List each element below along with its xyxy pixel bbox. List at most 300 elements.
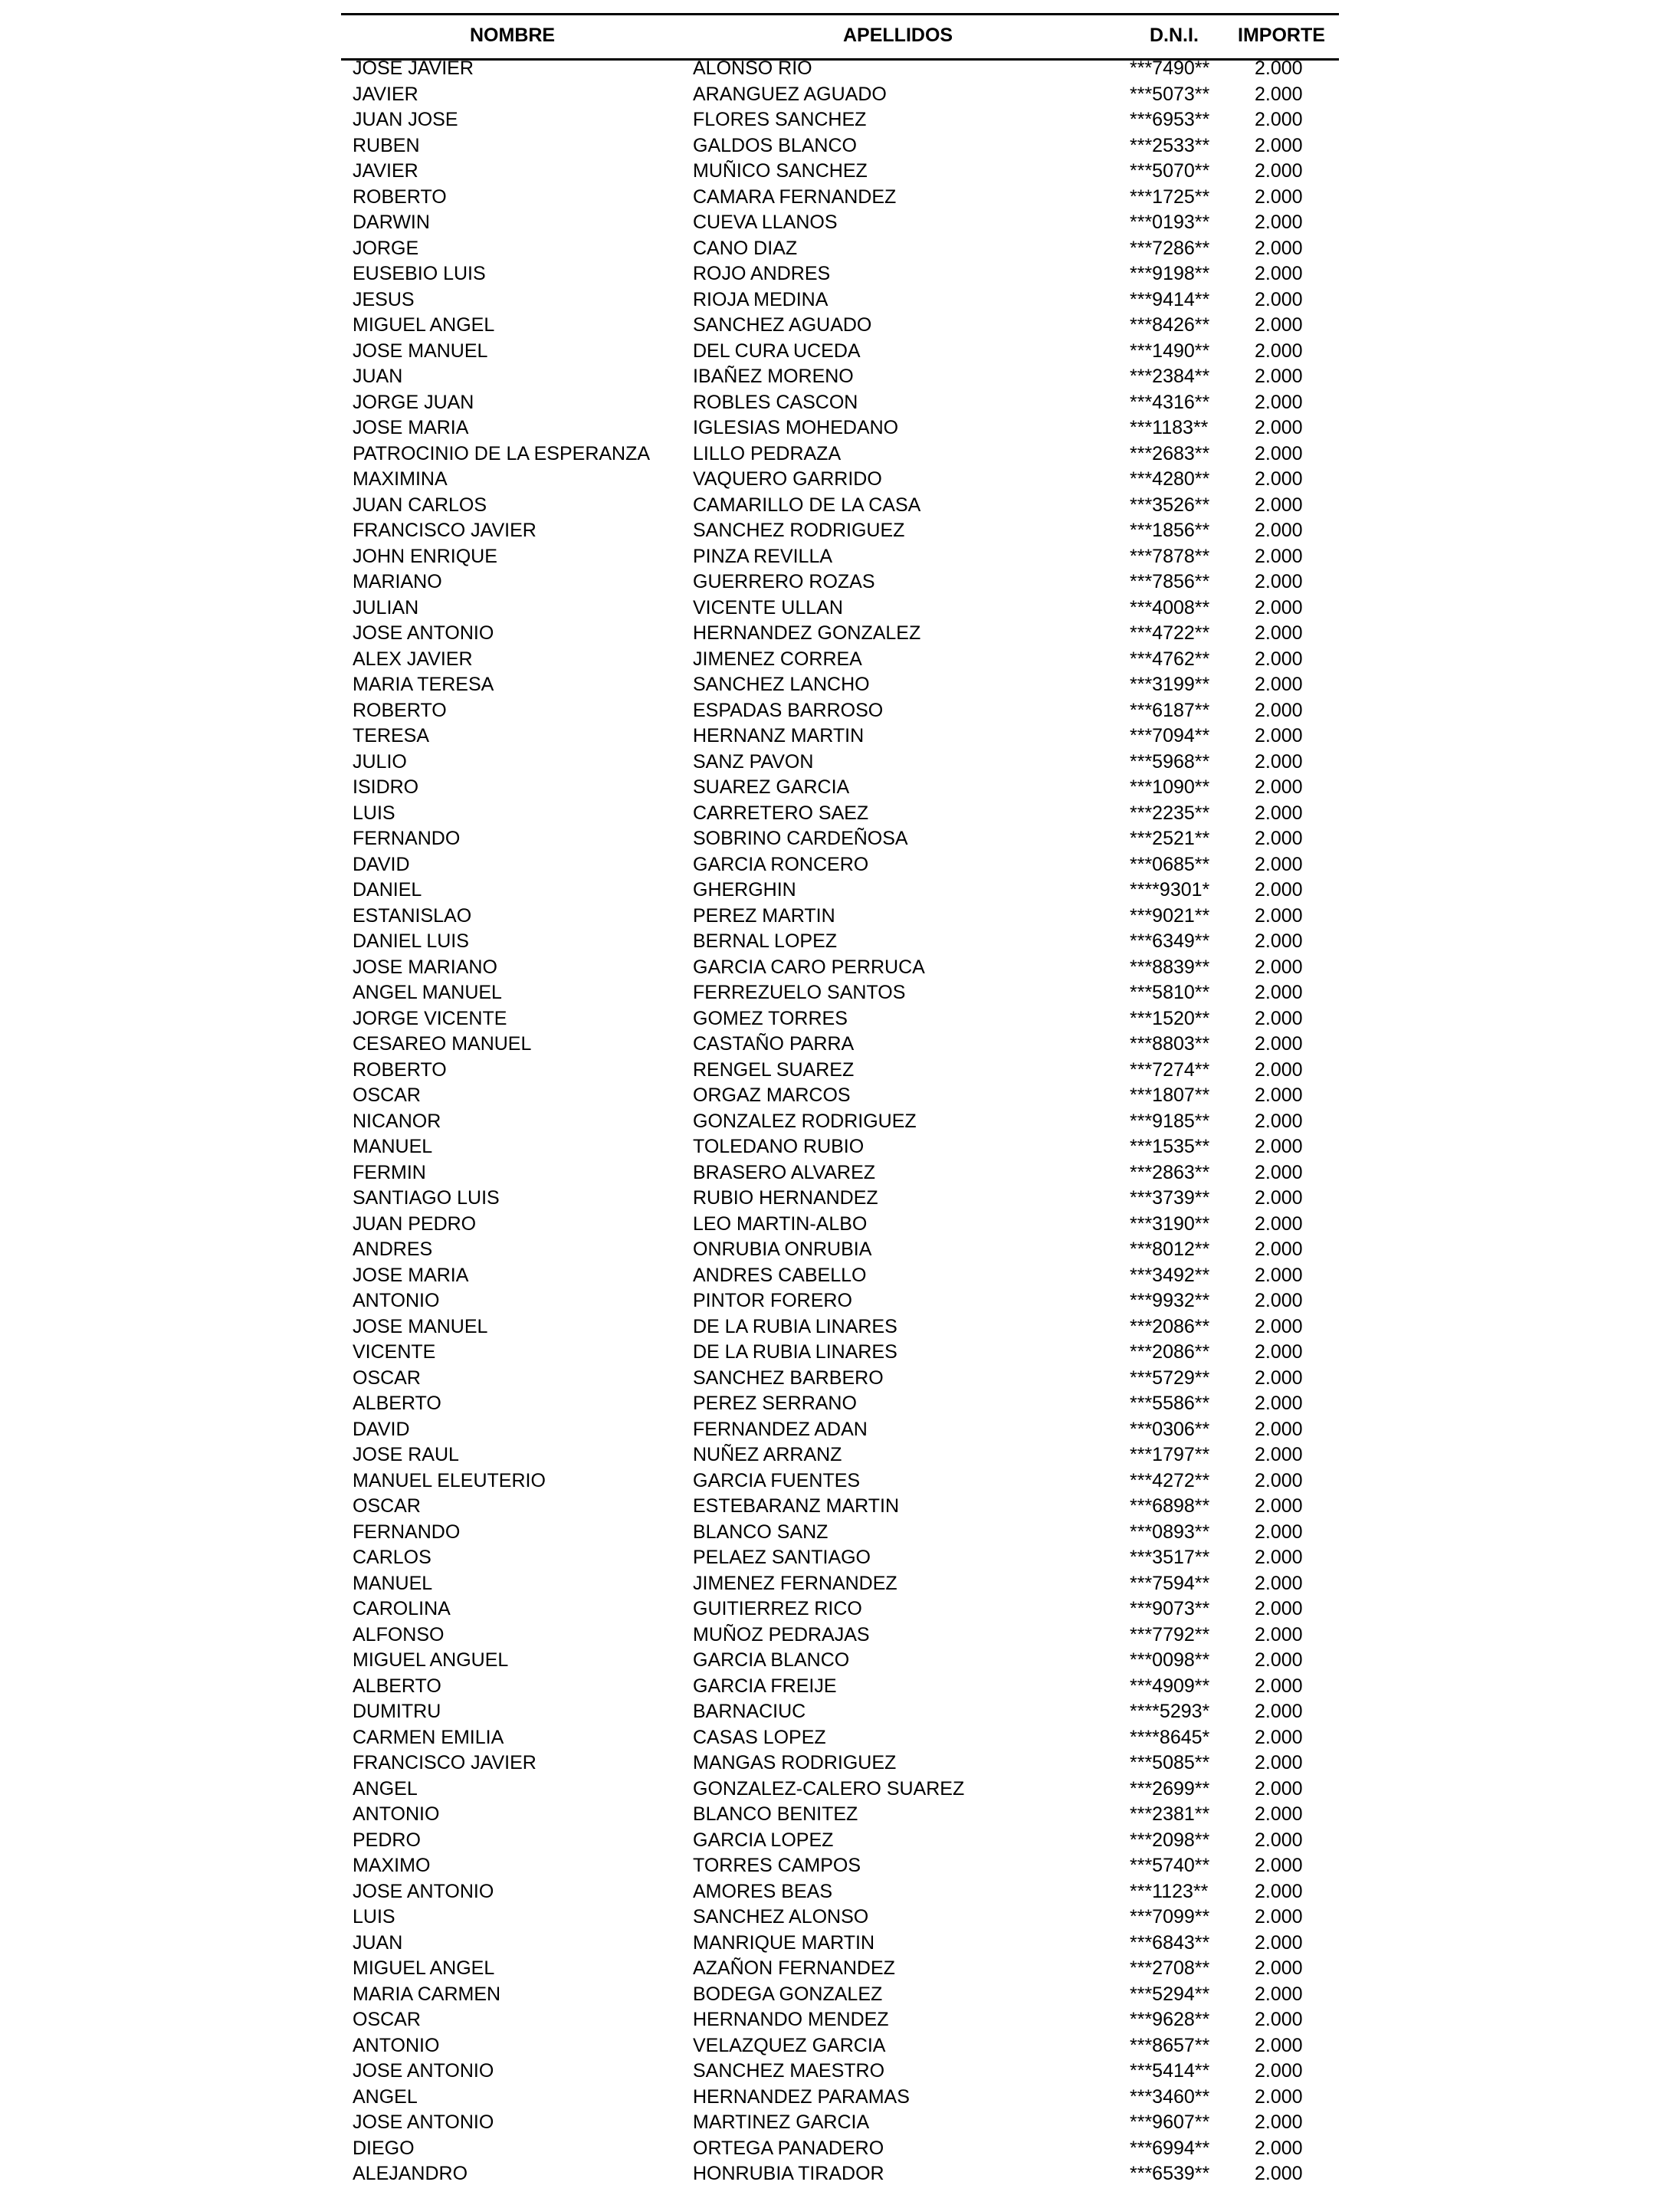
cell-apellidos: FERREZUELO SANTOS xyxy=(693,982,906,1003)
cell-dni: ***3517** xyxy=(1130,1547,1210,1568)
table-row xyxy=(341,1982,1339,2008)
cell-nombre: NICANOR xyxy=(353,1110,441,1132)
cell-nombre: PEDRO xyxy=(353,1829,421,1851)
table-row xyxy=(341,1134,1339,1160)
column-header-apellidos: APELLIDOS xyxy=(843,25,953,46)
cell-nombre: ISIDRO xyxy=(353,776,419,798)
cell-importe: 2.000 xyxy=(1255,1418,1303,1440)
table-row xyxy=(341,1314,1339,1340)
table-row xyxy=(341,56,1339,82)
cell-apellidos: CUEVA LLANOS xyxy=(693,212,838,233)
cell-apellidos: HERNANDEZ PARAMAS xyxy=(693,2085,910,2108)
cell-dni: ***1856** xyxy=(1130,520,1210,541)
cell-importe: 2.000 xyxy=(1255,1880,1303,1902)
cell-nombre: DAVID xyxy=(353,853,410,875)
cell-importe: 2.000 xyxy=(1255,109,1303,130)
cell-apellidos: CAMARA FERNANDEZ xyxy=(693,185,897,208)
table-body xyxy=(341,56,1339,2187)
cell-nombre: JUAN JOSE xyxy=(353,109,458,130)
table-row xyxy=(341,1750,1339,1777)
cell-apellidos: SANCHEZ RODRIGUEZ xyxy=(693,520,905,541)
cell-importe: 2.000 xyxy=(1255,879,1303,901)
table-row xyxy=(341,1186,1339,1212)
cell-nombre: ALBERTO xyxy=(353,1393,441,1414)
cell-importe: 2.000 xyxy=(1255,545,1303,567)
cell-dni: ***0893** xyxy=(1130,1521,1210,1543)
cell-importe: 2.000 xyxy=(1255,417,1303,438)
cell-dni: ***5073** xyxy=(1130,83,1210,105)
cell-dni: ***1520** xyxy=(1130,1007,1210,1029)
cell-importe: 2.000 xyxy=(1255,1110,1303,1132)
cell-importe: 2.000 xyxy=(1255,1777,1303,1800)
cell-importe: 2.000 xyxy=(1255,1906,1303,1928)
cell-dni: ***6539** xyxy=(1130,2163,1210,2184)
cell-apellidos: TORRES CAMPOS xyxy=(693,1855,861,1876)
table-row xyxy=(341,82,1339,108)
cell-apellidos: ONRUBIA ONRUBIA xyxy=(693,1239,872,1260)
column-header-nombre: NOMBRE xyxy=(470,25,556,46)
cell-apellidos: RENGEL SUAREZ xyxy=(693,1058,855,1081)
cell-apellidos: BLANCO SANZ xyxy=(693,1521,829,1543)
cell-apellidos: GARCIA FUENTES xyxy=(693,1469,861,1491)
cell-apellidos: HERNANDEZ GONZALEZ xyxy=(693,622,921,644)
cell-apellidos: AZAÑON FERNANDEZ xyxy=(693,1957,895,1979)
cell-apellidos: GUITIERREZ RICO xyxy=(693,1598,862,1619)
cell-dni: ***9932** xyxy=(1130,1290,1210,1311)
cell-apellidos: NUÑEZ ARRANZ xyxy=(693,1444,842,1465)
cell-nombre: ALEX JAVIER xyxy=(353,648,473,670)
cell-apellidos: GUERRERO ROZAS xyxy=(693,571,875,592)
table-row xyxy=(341,1391,1339,1417)
cell-apellidos: GONZALEZ-CALERO SUAREZ xyxy=(693,1777,965,1800)
cell-importe: 2.000 xyxy=(1255,1701,1303,1722)
cell-nombre: TERESA xyxy=(353,725,430,746)
cell-dni: ****8645* xyxy=(1130,1726,1210,1748)
table-row xyxy=(341,2033,1339,2059)
cell-dni: ***9414** xyxy=(1130,288,1210,310)
cell-apellidos: ORGAZ MARCOS xyxy=(693,1084,851,1106)
cell-nombre: DAVID xyxy=(353,1418,410,1440)
cell-nombre: ANGEL xyxy=(353,2085,418,2108)
cell-apellidos: DE LA RUBIA LINARES xyxy=(693,1341,897,1363)
table-row xyxy=(341,2161,1339,2187)
cell-apellidos: BLANCO BENITEZ xyxy=(693,1803,858,1825)
table-row xyxy=(341,1417,1339,1443)
cell-importe: 2.000 xyxy=(1255,1315,1303,1337)
table-row xyxy=(341,1622,1339,1649)
cell-nombre: JOSE ANTONIO xyxy=(353,2060,494,2082)
cell-importe: 2.000 xyxy=(1255,1444,1303,1465)
cell-apellidos: VAQUERO GARRIDO xyxy=(693,468,882,490)
table-row xyxy=(341,185,1339,211)
cell-importe: 2.000 xyxy=(1255,648,1303,670)
table-row xyxy=(341,1956,1339,1982)
cell-nombre: JOSE ANTONIO xyxy=(353,1880,494,1902)
cell-nombre: JORGE VICENTE xyxy=(353,1007,507,1029)
table-row xyxy=(341,826,1339,852)
table-row xyxy=(341,1853,1339,1879)
cell-dni: ***6994** xyxy=(1130,2137,1210,2159)
table-row xyxy=(341,852,1339,878)
cell-apellidos: ROBLES CASCON xyxy=(693,391,858,413)
cell-importe: 2.000 xyxy=(1255,904,1303,927)
cell-importe: 2.000 xyxy=(1255,1983,1303,2005)
cell-dni: ***3492** xyxy=(1130,1264,1210,1286)
cell-dni: ***7274** xyxy=(1130,1058,1210,1081)
table-row xyxy=(341,1777,1339,1803)
cell-apellidos: DE LA RUBIA LINARES xyxy=(693,1315,897,1337)
cell-nombre: ANGEL xyxy=(353,1777,418,1800)
cell-apellidos: BERNAL LOPEZ xyxy=(693,930,838,952)
cell-importe: 2.000 xyxy=(1255,263,1303,284)
cell-nombre: JAVIER xyxy=(353,160,418,182)
cell-apellidos: PINZA REVILLA xyxy=(693,545,833,567)
cell-nombre: DANIEL LUIS xyxy=(353,930,469,952)
cell-dni: ***8657** xyxy=(1130,2034,1210,2056)
cell-dni: ***8012** xyxy=(1130,1239,1210,1260)
cell-apellidos: IGLESIAS MOHEDANO xyxy=(693,417,899,438)
cell-apellidos: ESTEBARANZ MARTIN xyxy=(693,1495,900,1517)
cell-dni: ***6843** xyxy=(1130,1931,1210,1954)
table-row xyxy=(341,1545,1339,1571)
cell-importe: 2.000 xyxy=(1255,1033,1303,1055)
cell-apellidos: SUAREZ GARCIA xyxy=(693,776,850,798)
cell-nombre: JUAN xyxy=(353,366,403,387)
cell-apellidos: GONZALEZ RODRIGUEZ xyxy=(693,1110,917,1132)
cell-apellidos: MUÑOZ PEDRAJAS xyxy=(693,1623,870,1645)
table-row xyxy=(341,2059,1339,2085)
cell-apellidos: SANZ PAVON xyxy=(693,750,814,773)
cell-dni: ***1807** xyxy=(1130,1084,1210,1106)
cell-apellidos: RUBIO HERNANDEZ xyxy=(693,1187,878,1209)
table-row xyxy=(341,1212,1339,1238)
cell-dni: ****9301* xyxy=(1130,879,1210,901)
cell-nombre: MAXIMINA xyxy=(353,468,448,490)
cell-nombre: JORGE xyxy=(353,237,419,259)
cell-importe: 2.000 xyxy=(1255,1187,1303,1209)
cell-apellidos: CAMARILLO DE LA CASA xyxy=(693,494,921,516)
cell-importe: 2.000 xyxy=(1255,2111,1303,2133)
cell-nombre: JOSE MARIANO xyxy=(353,956,497,978)
table-row xyxy=(341,1366,1339,1392)
cell-dni: ***5414** xyxy=(1130,2060,1210,2082)
cell-dni: ***7094** xyxy=(1130,725,1210,746)
cell-dni: ***4762** xyxy=(1130,648,1210,670)
cell-importe: 2.000 xyxy=(1255,596,1303,618)
cell-apellidos: JIMENEZ CORREA xyxy=(693,648,862,670)
table-row xyxy=(341,980,1339,1006)
cell-apellidos: ROJO ANDRES xyxy=(693,263,831,284)
table-row xyxy=(341,904,1339,930)
cell-nombre: JUAN CARLOS xyxy=(353,494,487,516)
cell-apellidos: GARCIA LOPEZ xyxy=(693,1829,834,1851)
cell-importe: 2.000 xyxy=(1255,185,1303,208)
cell-dni: ***4280** xyxy=(1130,468,1210,490)
cell-dni: ***0098** xyxy=(1130,1649,1210,1671)
table-row xyxy=(341,569,1339,596)
cell-importe: 2.000 xyxy=(1255,1007,1303,1029)
cell-importe: 2.000 xyxy=(1255,1290,1303,1311)
cell-importe: 2.000 xyxy=(1255,1367,1303,1389)
table-row xyxy=(341,672,1339,698)
cell-apellidos: PELAEZ SANTIAGO xyxy=(693,1547,871,1568)
table-row xyxy=(341,287,1339,313)
table-row xyxy=(341,955,1339,981)
cell-dni: ***3199** xyxy=(1130,674,1210,695)
cell-nombre: ALEJANDRO xyxy=(353,2163,468,2184)
cell-importe: 2.000 xyxy=(1255,520,1303,541)
cell-dni: ***3190** xyxy=(1130,1212,1210,1235)
cell-nombre: FERNANDO xyxy=(353,828,461,849)
cell-nombre: JOSE RAUL xyxy=(353,1444,459,1465)
table-row xyxy=(341,1160,1339,1186)
cell-dni: ***9185** xyxy=(1130,1110,1210,1132)
cell-dni: ***2235** xyxy=(1130,802,1210,824)
column-header-dni: D.N.I. xyxy=(1150,25,1199,46)
table-row xyxy=(341,878,1339,904)
cell-dni: ***4909** xyxy=(1130,1675,1210,1697)
cell-apellidos: CASAS LOPEZ xyxy=(693,1726,826,1748)
cell-importe: 2.000 xyxy=(1255,1264,1303,1286)
cell-apellidos: HERNANZ MARTIN xyxy=(693,725,865,746)
cell-apellidos: CARRETERO SAEZ xyxy=(693,802,869,824)
table-row xyxy=(341,2007,1339,2033)
cell-importe: 2.000 xyxy=(1255,1803,1303,1825)
cell-nombre: DUMITRU xyxy=(353,1701,441,1722)
cell-dni: ****5293* xyxy=(1130,1701,1210,1722)
cell-nombre: ROBERTO xyxy=(353,185,447,208)
cell-apellidos: ESPADAS BARROSO xyxy=(693,699,884,721)
cell-importe: 2.000 xyxy=(1255,2085,1303,2108)
cell-apellidos: AMORES BEAS xyxy=(693,1880,832,1902)
table-row xyxy=(341,236,1339,262)
cell-apellidos: PINTOR FORERO xyxy=(693,1290,852,1311)
beneficiaries-table xyxy=(341,0,1339,2184)
cell-apellidos: GHERGHIN xyxy=(693,879,796,901)
cell-nombre: MARIA TERESA xyxy=(353,674,494,695)
cell-nombre: LUIS xyxy=(353,1906,395,1928)
cell-nombre: JUAN xyxy=(353,1931,403,1954)
cell-nombre: DANIEL xyxy=(353,879,422,901)
cell-apellidos: GALDOS BLANCO xyxy=(693,134,857,156)
cell-nombre: MAXIMO xyxy=(353,1855,431,1876)
cell-dni: ***6349** xyxy=(1130,930,1210,952)
cell-apellidos: TOLEDANO RUBIO xyxy=(693,1136,865,1157)
cell-nombre: ANDRES xyxy=(353,1239,433,1260)
table-row xyxy=(341,1520,1339,1546)
cell-nombre: JAVIER xyxy=(353,83,418,105)
cell-nombre: JOSE ANTONIO xyxy=(353,622,494,644)
cell-apellidos: VICENTE ULLAN xyxy=(693,596,843,618)
cell-dni: ***4272** xyxy=(1130,1469,1210,1491)
table-row xyxy=(341,1699,1339,1725)
cell-apellidos: SOBRINO CARDEÑOSA xyxy=(693,828,908,849)
cell-importe: 2.000 xyxy=(1255,571,1303,592)
cell-dni: ***8426** xyxy=(1130,314,1210,336)
cell-importe: 2.000 xyxy=(1255,982,1303,1003)
cell-nombre: JULIAN xyxy=(353,596,419,618)
cell-dni: ***4316** xyxy=(1130,391,1210,413)
cell-dni: ***1123** xyxy=(1130,1880,1209,1902)
cell-apellidos: SANCHEZ ALONSO xyxy=(693,1906,869,1928)
cell-nombre: ESTANISLAO xyxy=(353,904,472,927)
cell-apellidos: MARTINEZ GARCIA xyxy=(693,2111,870,2133)
cell-nombre: OSCAR xyxy=(353,2009,421,2030)
cell-dni: ***6187** xyxy=(1130,699,1210,721)
cell-importe: 2.000 xyxy=(1255,134,1303,156)
cell-nombre: OSCAR xyxy=(353,1084,421,1106)
cell-dni: ***2708** xyxy=(1130,1957,1210,1979)
cell-importe: 2.000 xyxy=(1255,750,1303,773)
cell-nombre: FRANCISCO JAVIER xyxy=(353,520,536,541)
cell-nombre: ANGEL MANUEL xyxy=(353,982,502,1003)
cell-apellidos: LEO MARTIN-ALBO xyxy=(693,1212,868,1235)
cell-dni: ***5070** xyxy=(1130,160,1210,182)
cell-dni: ***8803** xyxy=(1130,1033,1210,1055)
table-row xyxy=(341,1288,1339,1314)
cell-dni: ***2381** xyxy=(1130,1803,1210,1825)
table-row xyxy=(341,1494,1339,1520)
cell-dni: ***7099** xyxy=(1130,1906,1210,1928)
cell-dni: ***2521** xyxy=(1130,828,1210,849)
cell-apellidos: SANCHEZ AGUADO xyxy=(693,314,872,336)
cell-apellidos: FERNANDEZ ADAN xyxy=(693,1418,868,1440)
cell-apellidos: RIOJA MEDINA xyxy=(693,288,829,310)
cell-nombre: ANTONIO xyxy=(353,2034,440,2056)
cell-importe: 2.000 xyxy=(1255,494,1303,516)
cell-dni: ***9628** xyxy=(1130,2009,1210,2030)
cell-importe: 2.000 xyxy=(1255,1058,1303,1081)
table-row xyxy=(341,1802,1339,1828)
cell-apellidos: GARCIA BLANCO xyxy=(693,1649,850,1671)
table-row xyxy=(341,2085,1339,2111)
table-row xyxy=(341,415,1339,441)
cell-dni: ***5085** xyxy=(1130,1752,1210,1773)
cell-nombre: JORGE JUAN xyxy=(353,391,474,413)
table-row xyxy=(341,621,1339,647)
table-row xyxy=(341,1468,1339,1495)
table-row xyxy=(341,647,1339,673)
cell-importe: 2.000 xyxy=(1255,699,1303,721)
table-row xyxy=(341,1879,1339,1905)
table-row xyxy=(341,339,1339,365)
cell-apellidos: SANCHEZ LANCHO xyxy=(693,674,870,695)
cell-importe: 2.000 xyxy=(1255,1855,1303,1876)
table-row xyxy=(341,929,1339,955)
cell-importe: 2.000 xyxy=(1255,1623,1303,1645)
cell-nombre: MARIA CARMEN xyxy=(353,1983,501,2005)
table-row xyxy=(341,1006,1339,1032)
table-row xyxy=(341,1058,1339,1084)
cell-apellidos: BARNACIUC xyxy=(693,1701,806,1722)
cell-apellidos: SANCHEZ BARBERO xyxy=(693,1367,884,1389)
table-row xyxy=(341,1032,1339,1058)
cell-dni: ***0685** xyxy=(1130,853,1210,875)
cell-dni: ***2098** xyxy=(1130,1829,1210,1851)
cell-dni: ***5968** xyxy=(1130,750,1210,773)
cell-apellidos: BRASERO ALVAREZ xyxy=(693,1161,876,1183)
table-row xyxy=(341,1596,1339,1622)
cell-importe: 2.000 xyxy=(1255,622,1303,644)
cell-dni: ***7856** xyxy=(1130,571,1210,592)
cell-dni: ***2533** xyxy=(1130,134,1210,156)
cell-dni: ***3526** xyxy=(1130,494,1210,516)
cell-importe: 2.000 xyxy=(1255,828,1303,849)
cell-apellidos: JIMENEZ FERNANDEZ xyxy=(693,1572,897,1594)
cell-apellidos: PEREZ MARTIN xyxy=(693,904,835,927)
cell-dni: ***3460** xyxy=(1130,2085,1210,2108)
cell-importe: 2.000 xyxy=(1255,956,1303,978)
cell-nombre: CARLOS xyxy=(353,1547,431,1568)
cell-importe: 2.000 xyxy=(1255,1726,1303,1748)
cell-nombre: DIEGO xyxy=(353,2137,415,2159)
cell-importe: 2.000 xyxy=(1255,212,1303,233)
table-row xyxy=(341,133,1339,159)
cell-importe: 2.000 xyxy=(1255,853,1303,875)
cell-nombre: MANUEL xyxy=(353,1572,433,1594)
cell-dni: ***5729** xyxy=(1130,1367,1210,1389)
cell-importe: 2.000 xyxy=(1255,2163,1303,2184)
cell-dni: ***5740** xyxy=(1130,1855,1210,1876)
cell-dni: ***6898** xyxy=(1130,1495,1210,1517)
table-row xyxy=(341,1109,1339,1135)
cell-dni: ***1725** xyxy=(1130,185,1210,208)
cell-apellidos: GARCIA CARO PERRUCA xyxy=(693,956,925,978)
cell-nombre: ANTONIO xyxy=(353,1803,440,1825)
table-row xyxy=(341,1083,1339,1109)
column-header-importe: IMPORTE xyxy=(1238,25,1325,46)
cell-nombre: MIGUEL ANGEL xyxy=(353,314,495,336)
cell-apellidos: MANGAS RODRIGUEZ xyxy=(693,1752,897,1773)
cell-nombre: EUSEBIO LUIS xyxy=(353,263,486,284)
cell-importe: 2.000 xyxy=(1255,1341,1303,1363)
cell-importe: 2.000 xyxy=(1255,1495,1303,1517)
cell-nombre: ALFONSO xyxy=(353,1623,445,1645)
cell-dni: ***7878** xyxy=(1130,545,1210,567)
cell-dni: ***6953** xyxy=(1130,109,1210,130)
cell-apellidos: VELAZQUEZ GARCIA xyxy=(693,2034,886,2056)
cell-dni: ***9021** xyxy=(1130,904,1210,927)
cell-nombre: FERNANDO xyxy=(353,1521,461,1543)
cell-dni: ***5810** xyxy=(1130,982,1210,1003)
cell-apellidos: MUÑICO SANCHEZ xyxy=(693,160,868,182)
cell-importe: 2.000 xyxy=(1255,674,1303,695)
table-row xyxy=(341,390,1339,416)
table-row xyxy=(341,1828,1339,1854)
cell-nombre: FERMIN xyxy=(353,1161,426,1183)
cell-importe: 2.000 xyxy=(1255,1239,1303,1260)
table-row xyxy=(341,544,1339,570)
cell-nombre: CARMEN EMILIA xyxy=(353,1726,504,1748)
table-row xyxy=(341,1340,1339,1366)
cell-importe: 2.000 xyxy=(1255,391,1303,413)
table-row xyxy=(341,596,1339,622)
cell-dni: ***7792** xyxy=(1130,1623,1210,1645)
cell-dni: ***2086** xyxy=(1130,1315,1210,1337)
table-row xyxy=(341,1905,1339,1931)
cell-nombre: RUBEN xyxy=(353,134,420,156)
cell-importe: 2.000 xyxy=(1255,468,1303,490)
cell-apellidos: GARCIA FREIJE xyxy=(693,1675,837,1697)
table-row xyxy=(341,364,1339,390)
cell-dni: ***9607** xyxy=(1130,2111,1210,2133)
table-row xyxy=(341,159,1339,185)
cell-nombre: ANTONIO xyxy=(353,1290,440,1311)
table-row xyxy=(341,261,1339,287)
cell-importe: 2.000 xyxy=(1255,366,1303,387)
cell-importe: 2.000 xyxy=(1255,1393,1303,1414)
cell-importe: 2.000 xyxy=(1255,1675,1303,1697)
